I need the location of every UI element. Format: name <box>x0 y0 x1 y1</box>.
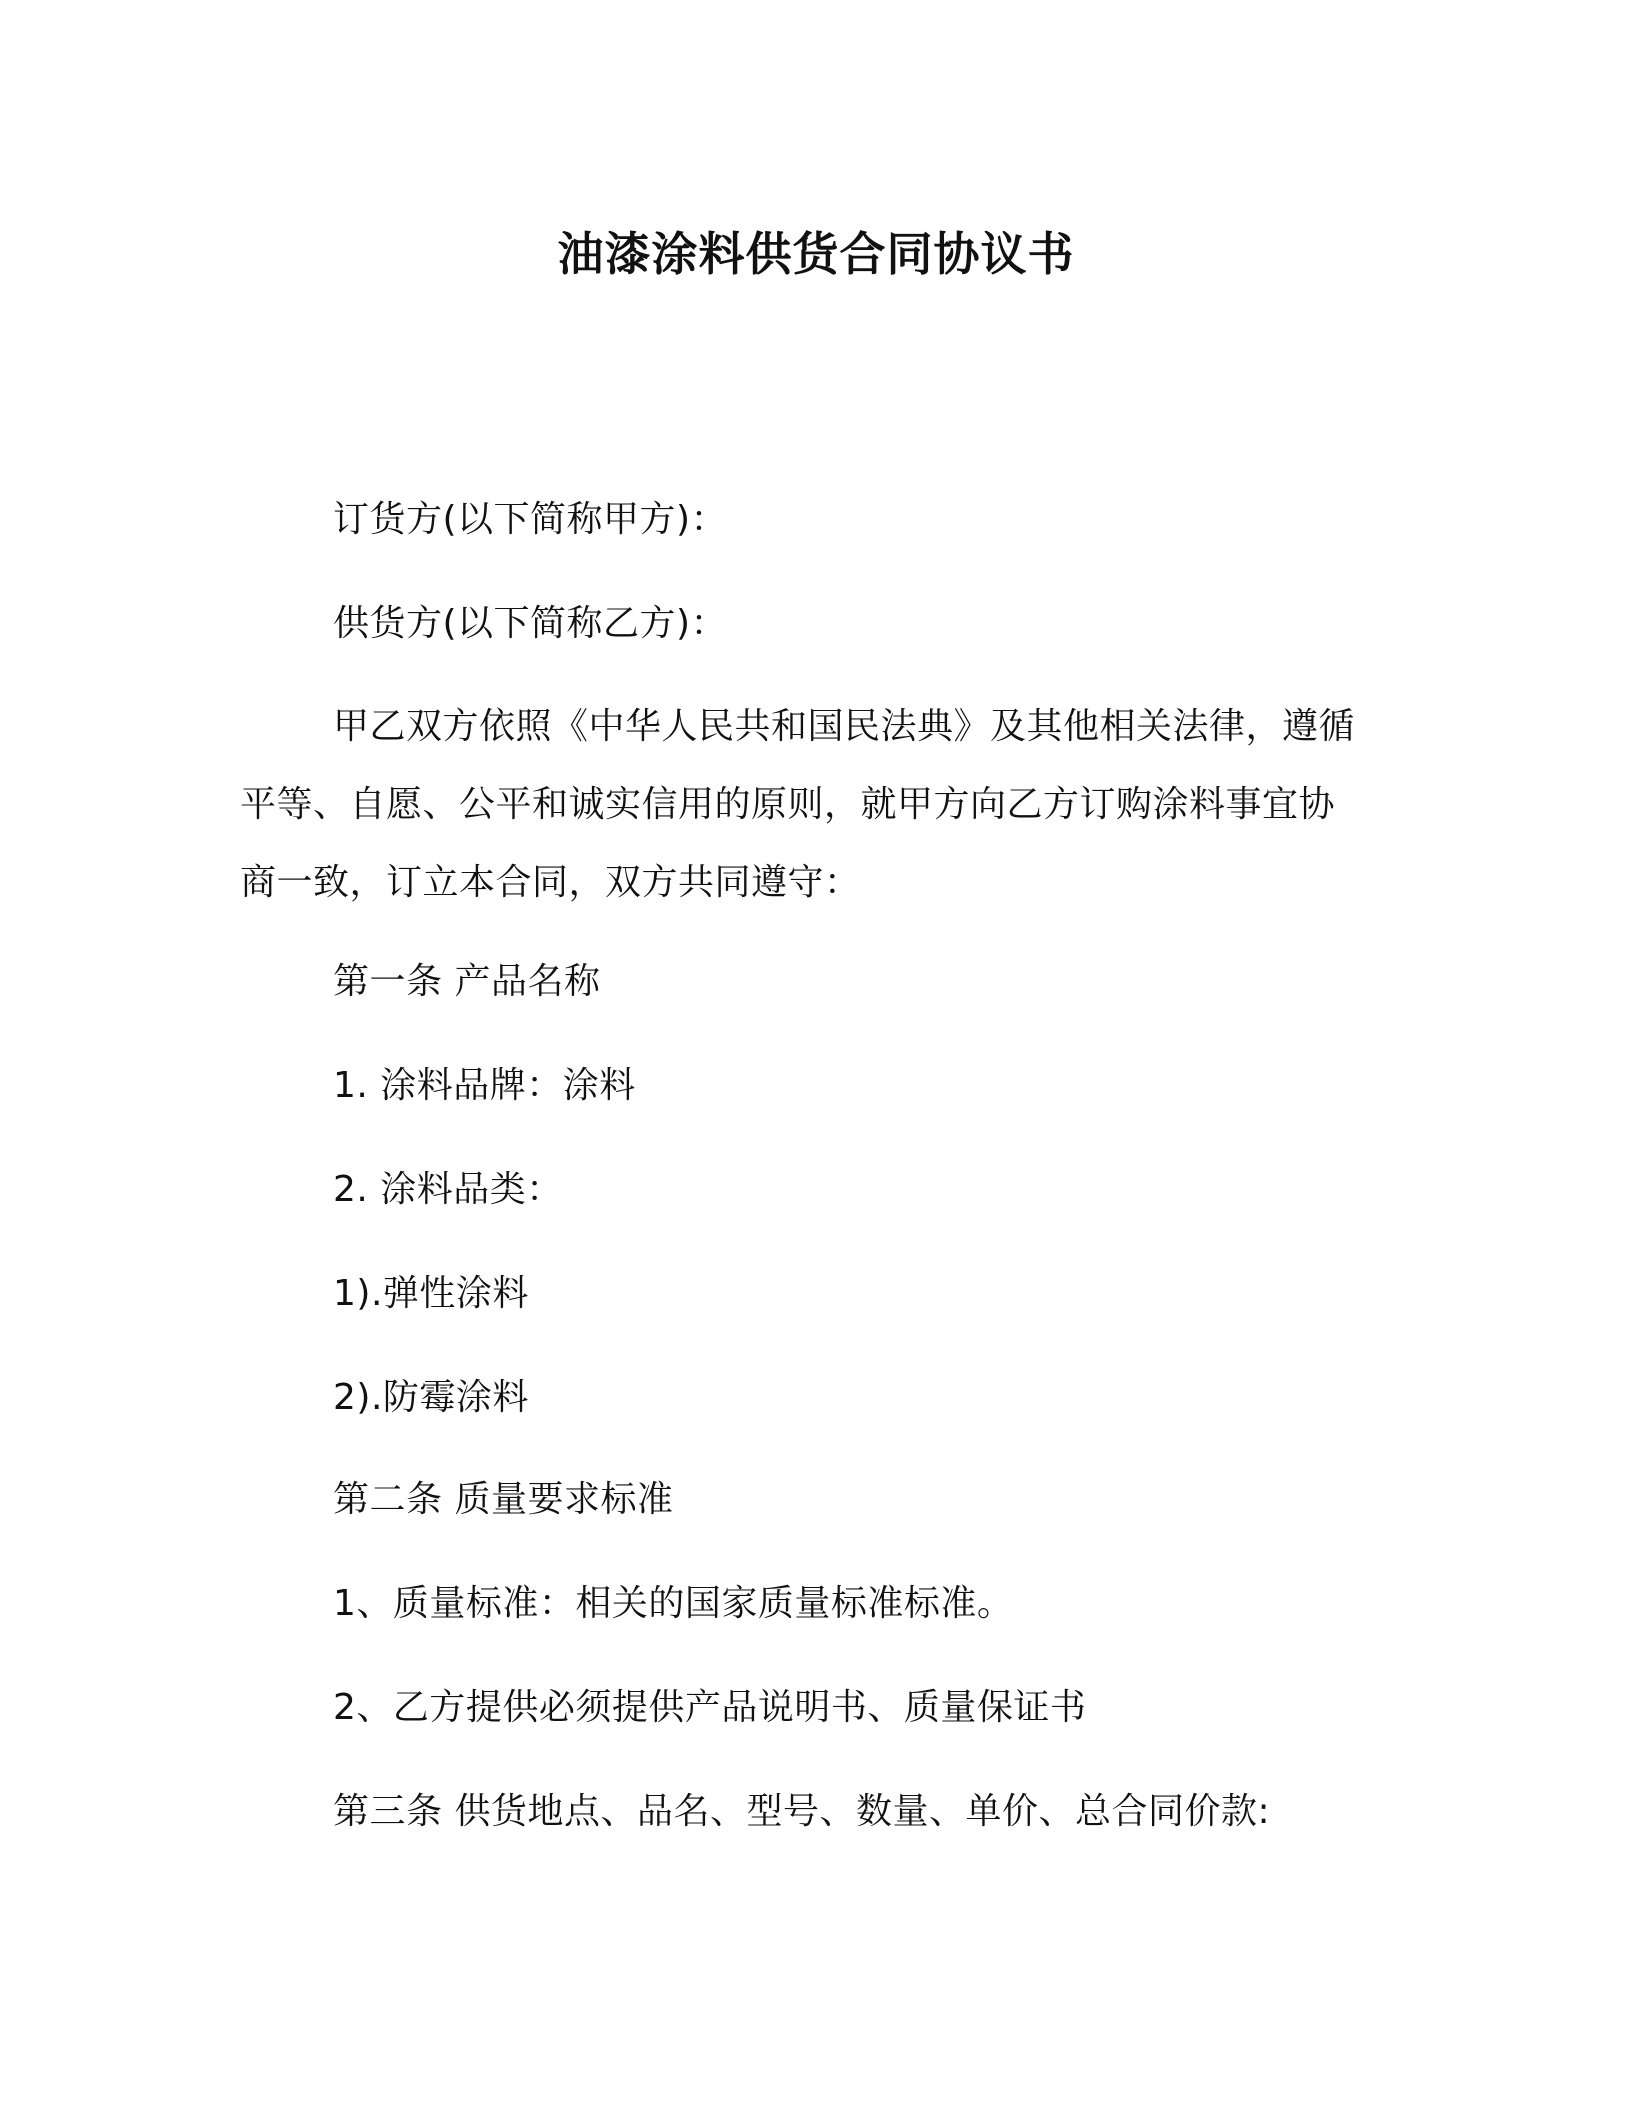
article-2-heading: 第二条 质量要求标准 <box>333 1479 674 1520</box>
preamble-line-2: 平等、自愿、公平和诚实信用的原则，就甲方向乙方订购涂料事宜协 <box>240 784 1336 825</box>
preamble-line-1: 甲乙双方依照《中华人民共和国民法典》及其他相关法律，遵循 <box>333 706 1356 747</box>
party-b-line: 供货方(以下简称乙方)： <box>333 603 728 644</box>
article-2-item-1: 1、质量标准：相关的国家质量标准标准。 <box>333 1583 1014 1624</box>
article-1-item-2: 2. 涂料品类： <box>333 1169 563 1210</box>
preamble-paragraph <box>240 688 1380 922</box>
article-1-item-1: 1. 涂料品牌：涂料 <box>333 1065 636 1106</box>
article-3-heading: 第三条 供货地点、品名、型号、数量、单价、总合同价款: <box>333 1791 1271 1832</box>
article-1-item-4: 2).防霉涂料 <box>333 1377 529 1418</box>
article-2-item-2: 2、乙方提供必须提供产品说明书、质量保证书 <box>333 1687 1087 1728</box>
document-title: 油漆涂料供货合同协议书 <box>557 227 1075 281</box>
party-a-line: 订货方(以下简称甲方)： <box>333 499 728 540</box>
article-1-heading: 第一条 产品名称 <box>333 961 601 1002</box>
article-1-item-3: 1).弹性涂料 <box>333 1273 529 1314</box>
preamble-line-3: 商一致，订立本合同，双方共同遵守： <box>240 862 861 903</box>
